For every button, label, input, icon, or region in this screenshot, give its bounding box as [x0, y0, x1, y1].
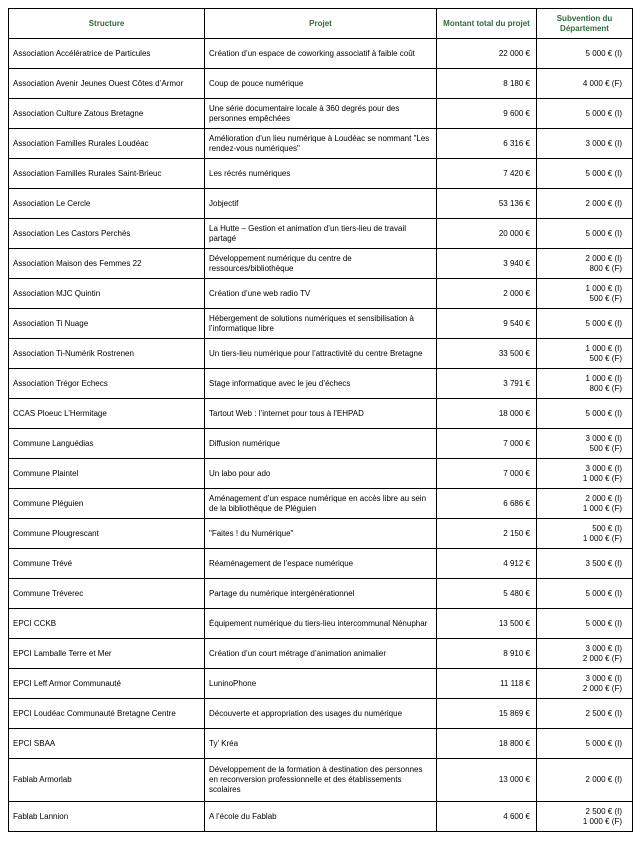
subvention-line: 5 000 € (I) — [585, 408, 622, 418]
subvention-line: 500 € (F) — [589, 353, 622, 363]
subvention-cell — [537, 759, 633, 802]
montant-cell: 2 150 € — [437, 519, 537, 549]
subvention-cell — [537, 579, 633, 609]
projet-cell: Ty’ Kréa — [205, 729, 437, 759]
structure-cell: Association Culture Zatous Bretagne — [9, 99, 205, 129]
structure-cell: Association Avenir Jeunes Ouest Côtes d’Armor — [9, 69, 205, 99]
table-row — [9, 339, 633, 369]
subvention-cell — [537, 219, 633, 249]
subvention-cell — [537, 429, 633, 459]
subvention-line: 5 000 € (I) — [585, 168, 622, 178]
subvention-line: 2 000 € (I) — [585, 493, 622, 503]
montant-cell: 6 686 € — [437, 489, 537, 519]
subsidy-table-page — [8, 8, 632, 832]
projet-cell: Création d’un court métrage d’animation animalier — [205, 639, 437, 669]
subvention-line: 500 € (I) — [592, 523, 622, 533]
subvention-cell — [537, 99, 633, 129]
montant-cell: 4 912 € — [437, 549, 537, 579]
table-row — [9, 159, 633, 189]
montant-cell: 8 180 € — [437, 69, 537, 99]
montant-cell: 33 500 € — [437, 339, 537, 369]
table-row — [9, 579, 633, 609]
subsidy-table — [8, 8, 633, 832]
structure-cell: EPCI SBAA — [9, 729, 205, 759]
structure-cell: EPCI Leff Armor Communauté — [9, 669, 205, 699]
structure-cell: Association Accélératrice de Particules — [9, 39, 205, 69]
subvention-line: 5 000 € (I) — [585, 108, 622, 118]
structure-cell: Commune Trévé — [9, 549, 205, 579]
montant-cell: 7 420 € — [437, 159, 537, 189]
subvention-line: 3 000 € (I) — [585, 673, 622, 683]
table-row — [9, 99, 633, 129]
montant-cell: 7 000 € — [437, 459, 537, 489]
projet-cell: Réaménagement de l’espace numérique — [205, 549, 437, 579]
montant-cell: 9 540 € — [437, 309, 537, 339]
projet-cell: Aménagement d’un espace numérique en accès libre au sein de la bibliothèque de Pléguien — [205, 489, 437, 519]
subvention-line: 3 000 € (I) — [585, 463, 622, 473]
table-body — [9, 39, 633, 832]
projet-cell: Les récrés numériques — [205, 159, 437, 189]
structure-cell: Association Familles Rurales Loudéac — [9, 129, 205, 159]
subvention-line: 2 500 € (I) — [585, 708, 622, 718]
subvention-line: 5 000 € (I) — [585, 318, 622, 328]
structure-cell: Association Le Cercle — [9, 189, 205, 219]
structure-cell: Association Trégor Echecs — [9, 369, 205, 399]
projet-cell: "Faites ! du Numérique" — [205, 519, 437, 549]
subvention-line: 5 000 € (I) — [585, 228, 622, 238]
structure-cell: Association MJC Quintin — [9, 279, 205, 309]
table-row — [9, 489, 633, 519]
subvention-line: 3 000 € (I) — [585, 138, 622, 148]
table-row — [9, 759, 633, 802]
subvention-cell — [537, 699, 633, 729]
subvention-cell — [537, 249, 633, 279]
table-row — [9, 369, 633, 399]
table-row — [9, 729, 633, 759]
subvention-line: 800 € (F) — [589, 383, 622, 393]
subvention-cell — [537, 519, 633, 549]
subvention-line: 1 000 € (F) — [582, 816, 622, 826]
subvention-line: 5 000 € (I) — [585, 618, 622, 628]
projet-cell: La Hutte – Gestion et animation d’un tiers-lieu de travail partagé — [205, 219, 437, 249]
montant-cell: 6 316 € — [437, 129, 537, 159]
projet-cell: Coup de pouce numérique — [205, 69, 437, 99]
subvention-cell — [537, 279, 633, 309]
subvention-cell — [537, 489, 633, 519]
table-row — [9, 669, 633, 699]
table-row — [9, 219, 633, 249]
subvention-cell — [537, 399, 633, 429]
subvention-line: 500 € (F) — [589, 443, 622, 453]
structure-cell: Association Familles Rurales Saint-Brieuc — [9, 159, 205, 189]
subvention-cell — [537, 369, 633, 399]
montant-cell: 9 600 € — [437, 99, 537, 129]
table-row — [9, 189, 633, 219]
montant-cell: 7 000 € — [437, 429, 537, 459]
subvention-line: 1 000 € (F) — [582, 503, 622, 513]
montant-cell: 4 600 € — [437, 802, 537, 832]
montant-cell: 13 500 € — [437, 609, 537, 639]
structure-cell: Commune Tréverec — [9, 579, 205, 609]
subvention-line: 2 000 € (I) — [585, 253, 622, 263]
projet-cell: Équipement numérique du tiers-lieu intercommunal Nénuphar — [205, 609, 437, 639]
subvention-line: 5 000 € (I) — [585, 48, 622, 58]
projet-cell: Jobjectif — [205, 189, 437, 219]
subvention-cell — [537, 639, 633, 669]
subvention-cell — [537, 309, 633, 339]
table-header — [9, 9, 633, 39]
subvention-cell — [537, 39, 633, 69]
table-row — [9, 699, 633, 729]
table-row — [9, 519, 633, 549]
header-montant: Montant total du projet — [437, 9, 537, 39]
montant-cell: 8 910 € — [437, 639, 537, 669]
subvention-line: 1 000 € (F) — [582, 533, 622, 543]
subvention-cell — [537, 129, 633, 159]
structure-cell: EPCI CCKB — [9, 609, 205, 639]
structure-cell: Association Maison des Femmes 22 — [9, 249, 205, 279]
subvention-line: 1 000 € (I) — [585, 283, 622, 293]
montant-cell: 11 118 € — [437, 669, 537, 699]
structure-cell: Association Les Castors Perchés — [9, 219, 205, 249]
subvention-line: 5 000 € (I) — [585, 588, 622, 598]
subvention-cell — [537, 609, 633, 639]
montant-cell: 3 791 € — [437, 369, 537, 399]
montant-cell: 53 136 € — [437, 189, 537, 219]
table-row — [9, 459, 633, 489]
subvention-line: 3 000 € (I) — [585, 433, 622, 443]
table-row — [9, 249, 633, 279]
subvention-cell — [537, 159, 633, 189]
projet-cell: Tartout Web : l’internet pour tous à l’EHPAD — [205, 399, 437, 429]
montant-cell: 18 800 € — [437, 729, 537, 759]
subvention-line: 1 000 € (I) — [585, 343, 622, 353]
header-row — [9, 9, 633, 39]
montant-cell: 13 000 € — [437, 759, 537, 802]
structure-cell: Commune Plaintel — [9, 459, 205, 489]
subvention-cell — [537, 669, 633, 699]
montant-cell: 18 000 € — [437, 399, 537, 429]
subvention-cell — [537, 69, 633, 99]
table-row — [9, 279, 633, 309]
subvention-line: 4 000 € (F) — [582, 78, 622, 88]
subvention-line: 3 500 € (I) — [585, 558, 622, 568]
table-row — [9, 639, 633, 669]
subvention-line: 5 000 € (I) — [585, 738, 622, 748]
subvention-line: 800 € (F) — [589, 263, 622, 273]
projet-cell: Amélioration d’un lieu numérique à Loudéac se nommant "Les rendez-vous numériques" — [205, 129, 437, 159]
table-row — [9, 429, 633, 459]
subvention-line: 500 € (F) — [589, 293, 622, 303]
projet-cell: Découverte et appropriation des usages du numérique — [205, 699, 437, 729]
header-subvention: Subvention du Département — [537, 9, 633, 39]
projet-cell: Un labo pour ado — [205, 459, 437, 489]
structure-cell: Commune Languédias — [9, 429, 205, 459]
projet-cell: Diffusion numérique — [205, 429, 437, 459]
table-row — [9, 309, 633, 339]
table-row — [9, 802, 633, 832]
table-row — [9, 69, 633, 99]
projet-cell: Développement de la formation à destination des personnes en reconversion professionnelle et des établissements scolaires — [205, 759, 437, 802]
structure-cell: Association Ti Nuage — [9, 309, 205, 339]
structure-cell: Fablab Armorlab — [9, 759, 205, 802]
header-structure: Structure — [9, 9, 205, 39]
subvention-cell — [537, 459, 633, 489]
subvention-cell — [537, 729, 633, 759]
subvention-line: 2 000 € (F) — [582, 653, 622, 663]
projet-cell: Développement numérique du centre de ressources/bibliothèque — [205, 249, 437, 279]
montant-cell: 2 000 € — [437, 279, 537, 309]
structure-cell: Commune Pléguien — [9, 489, 205, 519]
projet-cell: Hébergement de solutions numériques et sensibilisation à l’informatique libre — [205, 309, 437, 339]
subvention-cell — [537, 189, 633, 219]
projet-cell: A l’école du Fablab — [205, 802, 437, 832]
projet-cell: Création d’un espace de coworking associatif à faible coût — [205, 39, 437, 69]
subvention-line: 2 000 € (F) — [582, 683, 622, 693]
structure-cell: EPCI Loudéac Communauté Bretagne Centre — [9, 699, 205, 729]
projet-cell: Création d’une web radio TV — [205, 279, 437, 309]
projet-cell: LuninoPhone — [205, 669, 437, 699]
montant-cell: 20 000 € — [437, 219, 537, 249]
subvention-line: 2 000 € (I) — [585, 198, 622, 208]
projet-cell: Partage du numérique intergénérationnel — [205, 579, 437, 609]
subvention-cell — [537, 802, 633, 832]
subvention-line: 3 000 € (I) — [585, 643, 622, 653]
projet-cell: Stage informatique avec le jeu d’échecs — [205, 369, 437, 399]
montant-cell: 5 480 € — [437, 579, 537, 609]
table-row — [9, 399, 633, 429]
montant-cell: 3 940 € — [437, 249, 537, 279]
structure-cell: EPCI Lamballe Terre et Mer — [9, 639, 205, 669]
subvention-line: 2 500 € (I) — [585, 806, 622, 816]
projet-cell: Une série documentaire locale à 360 degrés pour des personnes empêchées — [205, 99, 437, 129]
table-row — [9, 549, 633, 579]
table-row — [9, 129, 633, 159]
montant-cell: 15 869 € — [437, 699, 537, 729]
structure-cell: Association Ti-Numérik Rostrenen — [9, 339, 205, 369]
structure-cell: Commune Plougrescant — [9, 519, 205, 549]
subvention-line: 2 000 € (I) — [585, 775, 622, 784]
subvention-line: 1 000 € (I) — [585, 373, 622, 383]
structure-cell: CCAS Ploeuc L’Hermitage — [9, 399, 205, 429]
subvention-cell — [537, 549, 633, 579]
subvention-line: 1 000 € (F) — [582, 473, 622, 483]
header-projet: Projet — [205, 9, 437, 39]
projet-cell: Un tiers-lieu numérique pour l’attractivité du centre Bretagne — [205, 339, 437, 369]
montant-cell: 22 000 € — [437, 39, 537, 69]
structure-cell: Fablab Lannion — [9, 802, 205, 832]
table-row — [9, 609, 633, 639]
table-row — [9, 39, 633, 69]
subvention-cell — [537, 339, 633, 369]
